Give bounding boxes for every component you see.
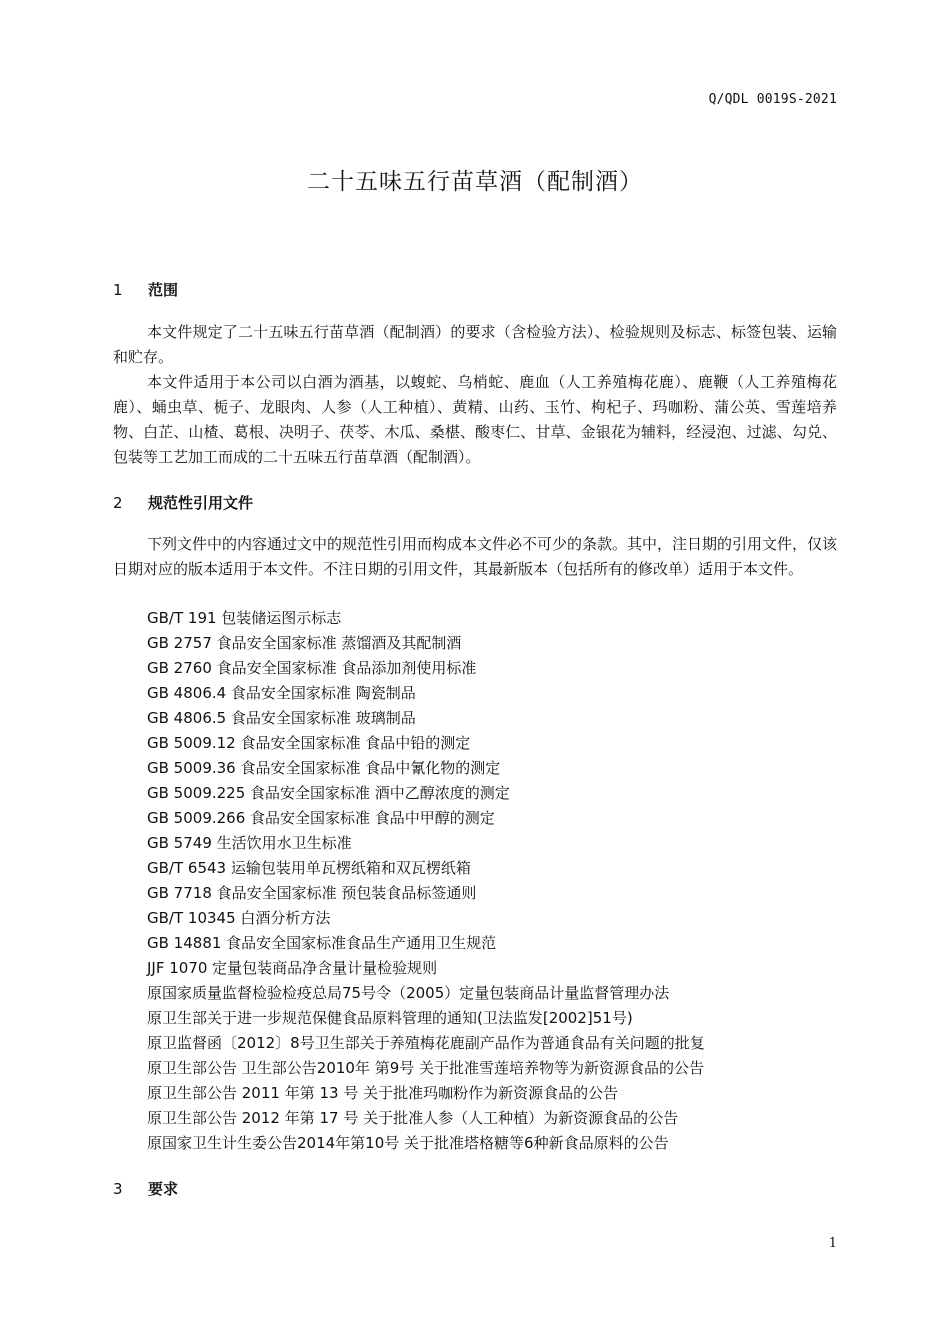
section-title: 要求 (148, 1180, 179, 1198)
reference-item: GB/T 191 包装储运图示标志 (147, 609, 342, 627)
section-number: 2 (113, 494, 123, 512)
reference-item: GB 7718 食品安全国家标准 预包装食品标签通则 (147, 884, 477, 902)
reference-item: 原卫生部关于进一步规范保健食品原料管理的通知(卫法监发[2002]51号) (147, 1009, 633, 1027)
reference-item: GB/T 10345 白酒分析方法 (147, 909, 331, 927)
reference-item: GB 2757 食品安全国家标准 蒸馏酒及其配制酒 (147, 634, 462, 652)
section-number: 3 (113, 1180, 123, 1198)
section-3-heading (113, 1178, 178, 1199)
reference-item: GB 5009.225 食品安全国家标准 酒中乙醇浓度的测定 (147, 784, 510, 802)
reference-item: 原卫生部公告 2011 年第 13 号 关于批准玛咖粉作为新资源食品的公告 (147, 1084, 619, 1102)
reference-item: GB 2760 食品安全国家标准 食品添加剂使用标准 (147, 659, 477, 677)
section-number: 1 (113, 281, 123, 299)
reference-item: GB 4806.4 食品安全国家标准 陶瓷制品 (147, 684, 416, 702)
reference-item: 原卫生部公告 2012 年第 17 号 关于批准人参（人工种植）为新资源食品的公告 (147, 1109, 679, 1127)
section-2-heading (113, 492, 253, 513)
reference-item: 原国家卫生计生委公告2014年第10号 关于批准塔格糖等6种新食品原料的公告 (147, 1134, 669, 1152)
reference-item: 原卫监督函〔2012〕8号卫生部关于养殖梅花鹿副产品作为普通食品有关问题的批复 (147, 1034, 705, 1052)
normative-references-list (147, 606, 705, 1156)
page-number: 1 (828, 1236, 837, 1251)
scope-paragraph-2: 本文件适用于本公司以白酒为酒基，以蝮蛇、乌梢蛇、鹿血（人工养殖梅花鹿）、鹿鞭（人工养殖梅花鹿）、蛹虫草、栀子、龙眼肉、人参（人工种植）、黄精、山药、玉竹、枸杞子、玛咖粉、蒲公英、雪莲培养物、白芷、山楂、葛根、决明子、茯苓、木瓜、桑椹、酸枣仁、甘草、金银花为辅料，经浸泡、过滤、勾兑、包装等工艺加工而成的二十五味五行苗草酒（配制酒）。 (113, 373, 837, 466)
section-title: 规范性引用文件 (148, 494, 254, 512)
reference-item: GB 4806.5 食品安全国家标准 玻璃制品 (147, 709, 416, 727)
references-intro-paragraph: 下列文件中的内容通过文中的规范性引用而构成本文件必不可少的条款。其中，注日期的引用文件，仅该日期对应的版本适用于本文件。不注日期的引用文件，其最新版本（包括所有的修改单）适用于本文件。 (113, 535, 838, 578)
reference-item: GB 5749 生活饮用水卫生标准 (147, 834, 352, 852)
section-title: 范围 (148, 281, 179, 299)
reference-item: JJF 1070 定量包装商品净含量计量检验规则 (147, 959, 438, 977)
reference-item: GB 5009.12 食品安全国家标准 食品中铅的测定 (147, 734, 471, 752)
document-title: 二十五味五行苗草酒（配制酒） (307, 169, 643, 195)
reference-item: 原国家质量监督检验检疫总局75号令（2005）定量包装商品计量监督管理办法 (147, 984, 670, 1002)
reference-item: GB 5009.36 食品安全国家标准 食品中氰化物的测定 (147, 759, 501, 777)
scope-paragraph-1: 本文件规定了二十五味五行苗草酒（配制酒）的要求（含检验方法）、检验规则及标志、标签包装、运输和贮存。 (113, 323, 837, 366)
reference-item: 原卫生部公告 卫生部公告2010年 第9号 关于批准雪莲培养物等为新资源食品的公告 (147, 1059, 705, 1077)
standard-code: Q/QDL 0019S-2021 (708, 92, 837, 107)
section-1-heading (113, 279, 178, 300)
reference-item: GB/T 6543 运输包装用单瓦楞纸箱和双瓦楞纸箱 (147, 859, 471, 877)
reference-item: GB 14881 食品安全国家标准食品生产通用卫生规范 (147, 934, 497, 952)
reference-item: GB 5009.266 食品安全国家标准 食品中甲醇的测定 (147, 809, 495, 827)
